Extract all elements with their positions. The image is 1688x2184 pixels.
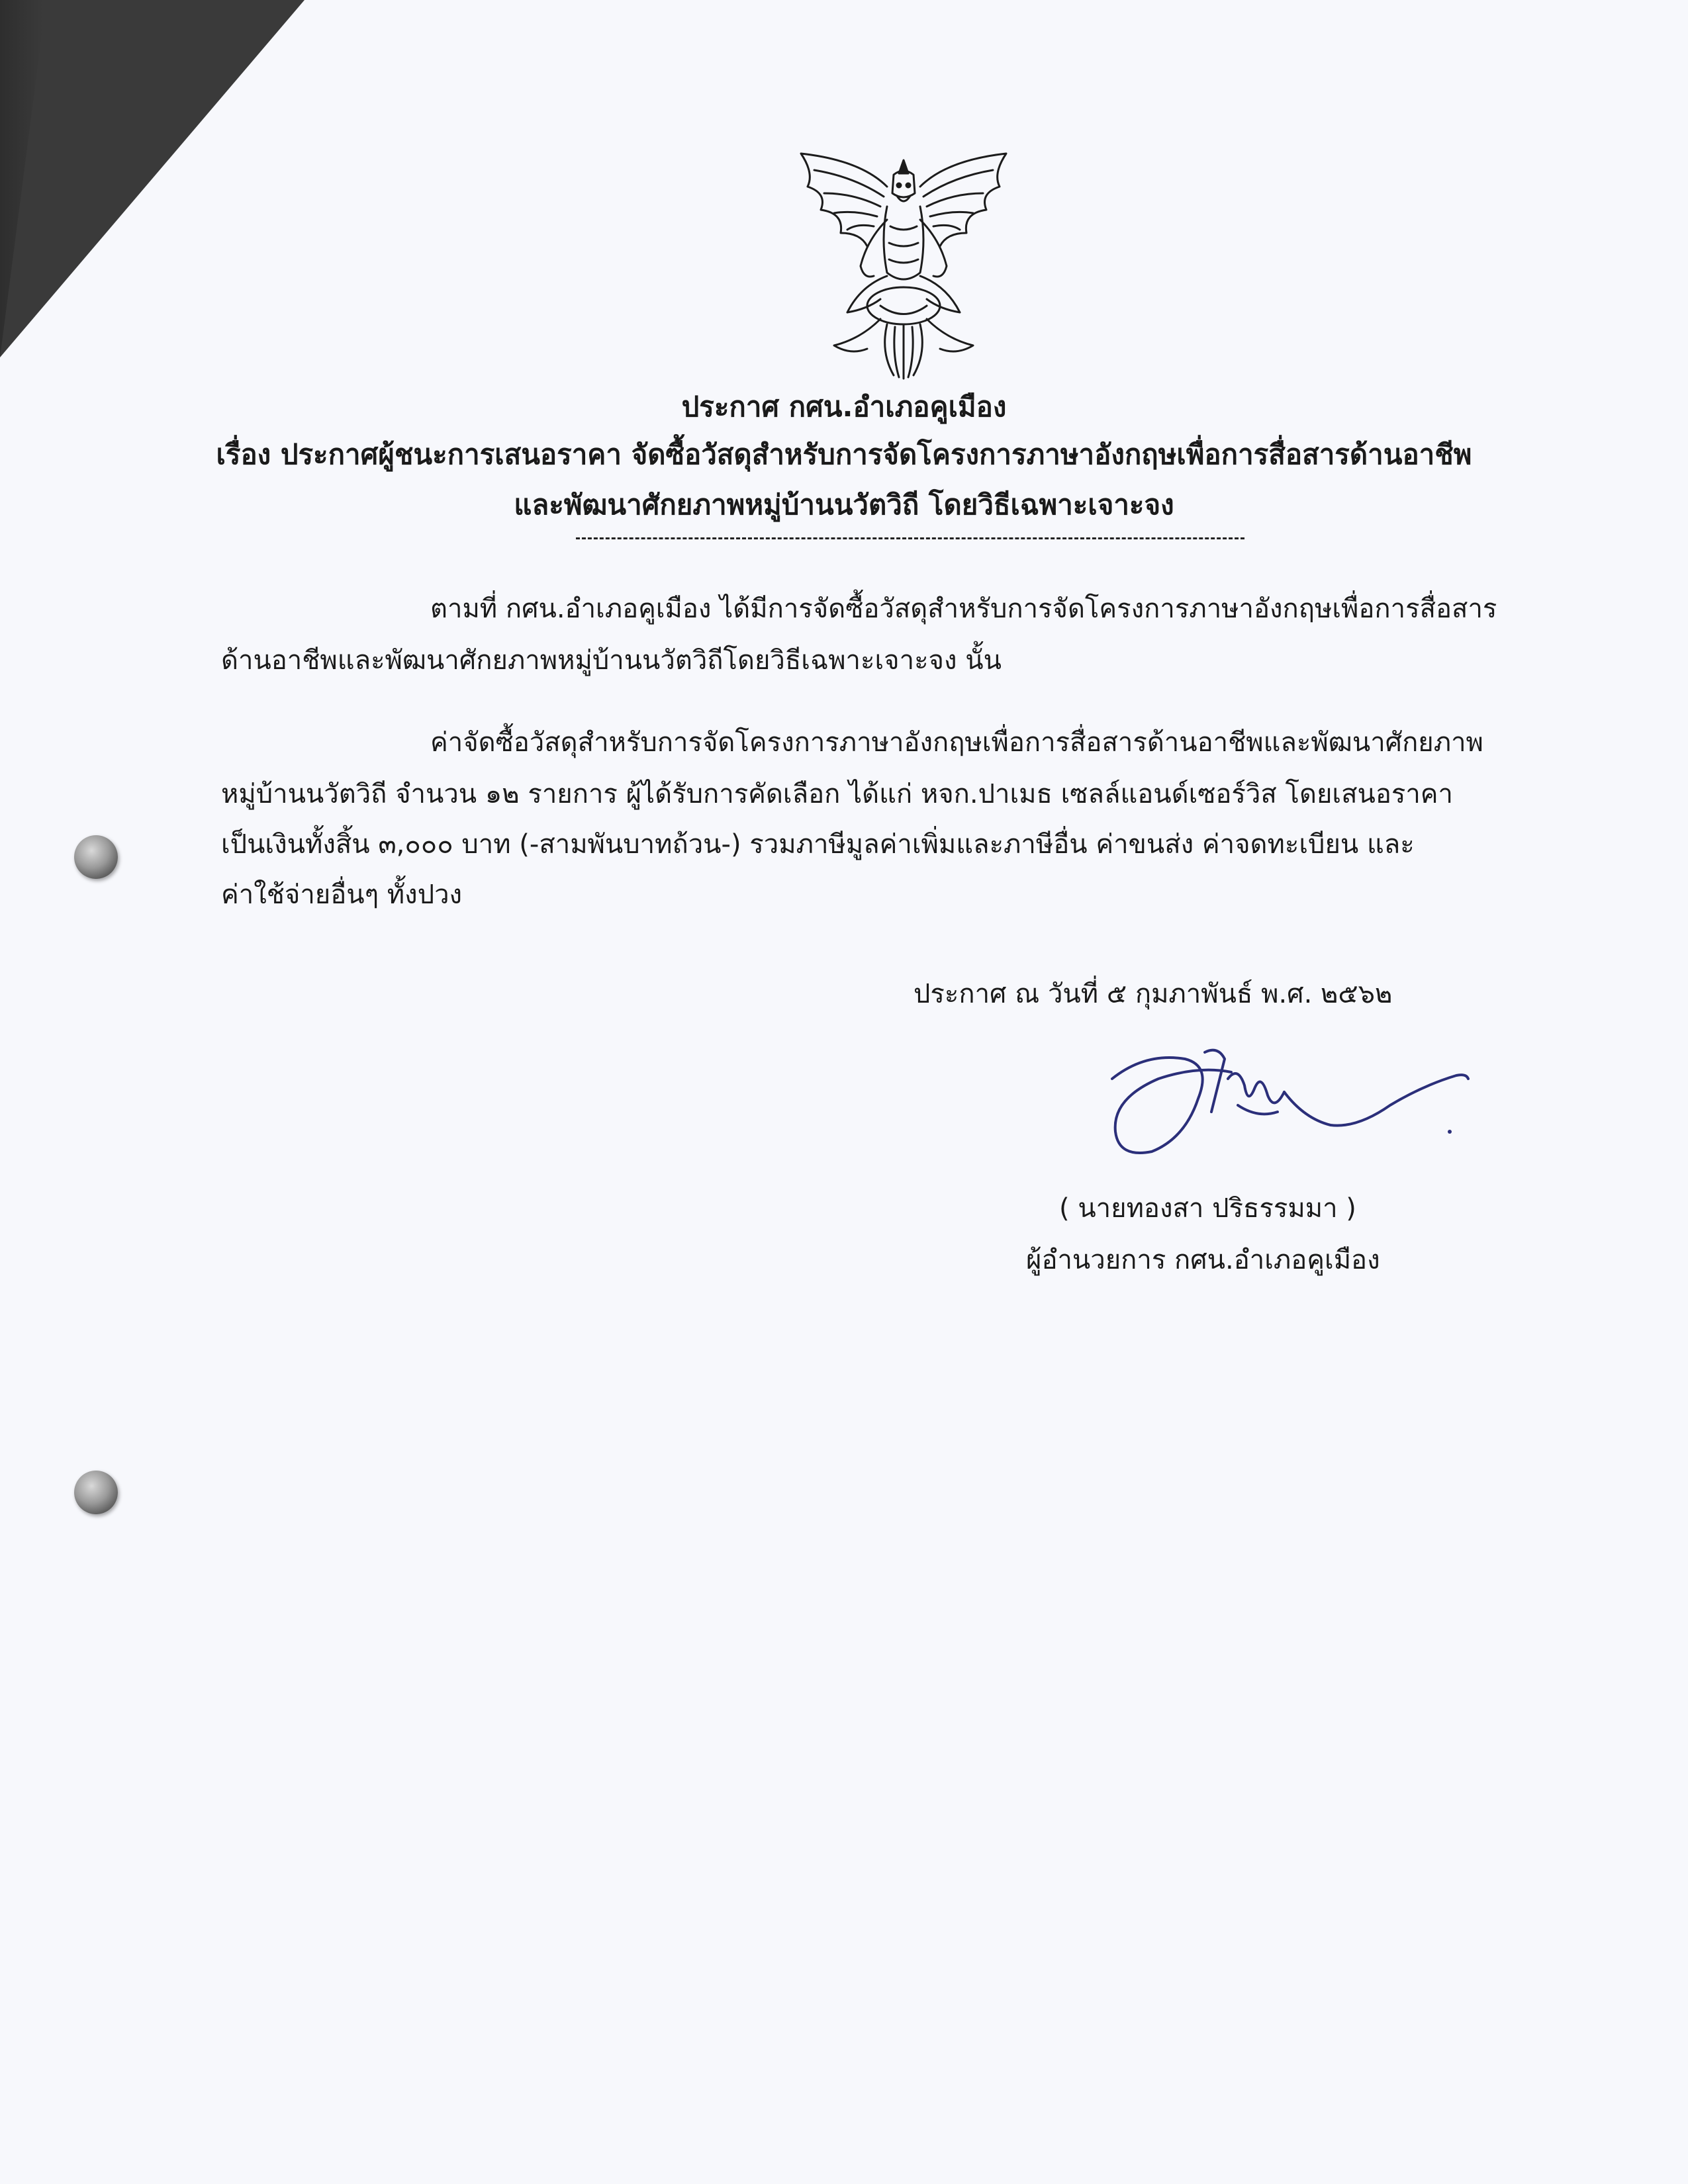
paragraph-2-line-4: ค่าใช้จ่ายอื่นๆ ทั้งปวง — [221, 880, 463, 910]
paragraph-2-line-2: หมู่บ้านนวัตวิถี จำนวน ๑๒ รายการ ผู้ได้รับการคัดเลือก ได้แก่ หจก.ปาเมธ เซลล์แอนด์เซอร์วิส โดยเสนอราคา — [221, 779, 1454, 809]
punch-hole-top — [74, 835, 118, 879]
announcement-date: ประกาศ ณ วันที่ ๕ กุมภาพันธ์ พ.ศ. ๒๕๖๒ — [914, 979, 1393, 1009]
announcement-subject-line-2: และพัฒนาศักยภาพหมู่บ้านนวัตวิถี โดยวิธีเฉพาะเจาะจง — [514, 488, 1174, 521]
scan-dark-corner — [0, 0, 305, 357]
paragraph-2-line-3: เป็นเงินทั้งสิ้น ๓,๐๐๐ บาท (-สามพันบาทถ้วน-) รวมภาษีมูลค่าเพิ่มและภาษีอื่น ค่าขนส่ง ค่าจดทะเบียน และ — [221, 829, 1415, 860]
handwritten-signature — [1105, 1039, 1476, 1171]
paragraph-2-line-1: ค่าจัดซื้อวัสดุสำหรับการจัดโครงการภาษาอังกฤษเพื่อการสื่อสารด้านอาชีพและพัฒนาศักยภาพ — [430, 727, 1483, 758]
signer-name: ( นายทองสา ปริธรรมมา ) — [1059, 1193, 1356, 1224]
announcement-subject-line-1: เรื่อง ประกาศผู้ชนะการเสนอราคา จัดซื้อวัสดุสำหรับการจัดโครงการภาษาอังกฤษเพื่อการสื่อสารด้านอาชีพ — [216, 438, 1472, 471]
paragraph-1-line-2: ด้านอาชีพและพัฒนาศักยภาพหมู่บ้านนวัตวิถีโดยวิธีเฉพาะเจาะจง นั้น — [221, 645, 1002, 676]
announcement-title: ประกาศ กศน.อำเภอคูเมือง — [681, 390, 1007, 423]
punch-hole-bottom — [74, 1471, 118, 1514]
paragraph-1-line-1: ตามที่ กศน.อำเภอคูเมือง ได้มีการจัดซื้อวัสดุสำหรับการจัดโครงการภาษาอังกฤษเพื่อการสื่อสาร — [430, 594, 1497, 624]
garuda-emblem-icon — [788, 147, 1019, 385]
signer-title: ผู้อำนวยการ กศน.อำเภอคูเมือง — [1026, 1245, 1380, 1275]
header-divider — [576, 537, 1244, 539]
